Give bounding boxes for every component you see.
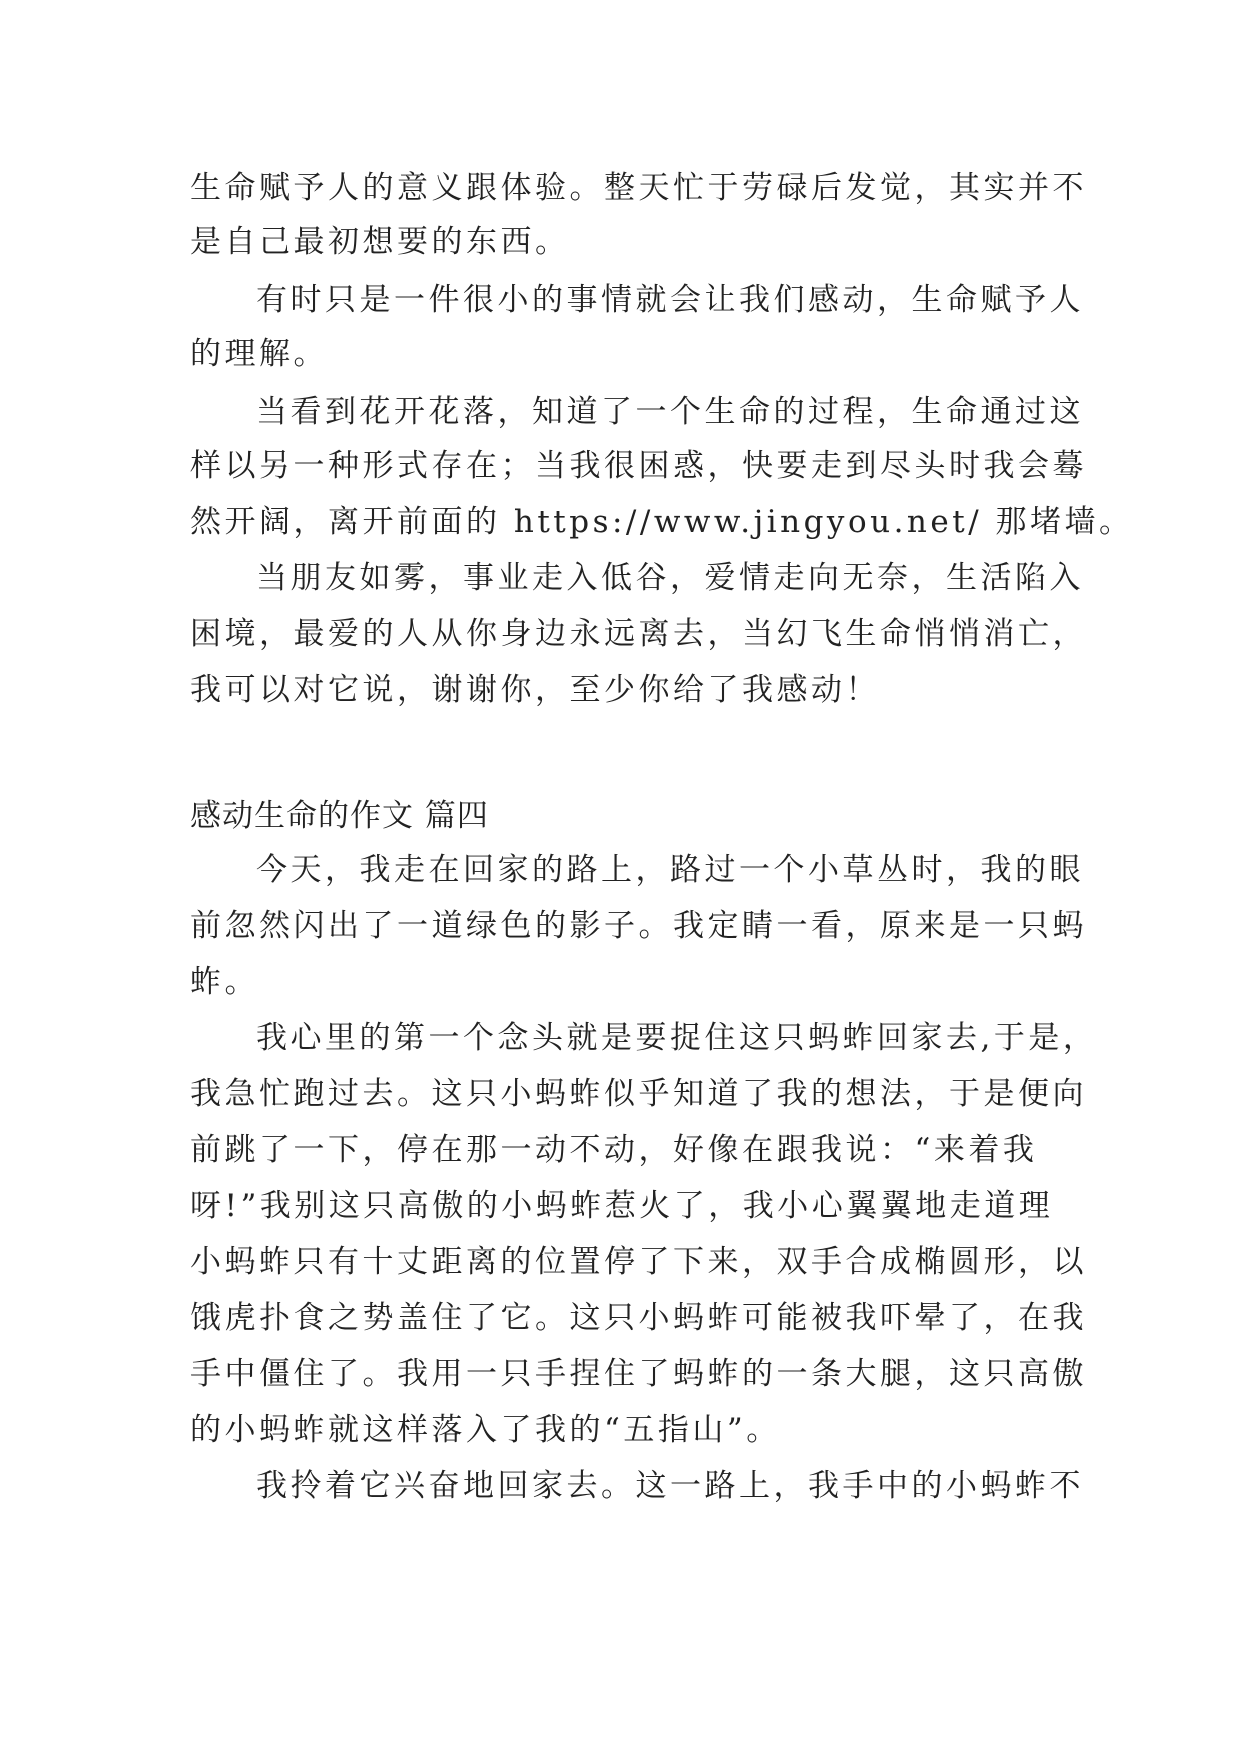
text-line: 我急忙跑过去。这只小蚂蚱似乎知道了我的想法，于是便向: [190, 1076, 1087, 1112]
text-line: 是自己最初想要的东西。: [190, 224, 570, 260]
text-line: 我可以对它说，谢谢你，至少你给了我感动！: [190, 672, 880, 708]
paragraph-first-line: 当朋友如雾，事业走入低谷，爱情走向无奈，生活陷入: [256, 560, 1084, 596]
text-line: 饿虎扑食之势盖住了它。这只小蚂蚱可能被我吓晕了，在我: [190, 1300, 1087, 1336]
paragraph-first-line: 我拎着它兴奋地回家去。这一路上，我手中的小蚂蚱不: [256, 1468, 1084, 1504]
text-line: 生命赋予人的意义跟体验。整天忙于劳碌后发觉，其实并不: [190, 170, 1087, 206]
text-line: 前跳了一下，停在那一动不动，好像在跟我说：“来着我: [190, 1132, 1038, 1168]
section-heading: 感动生命的作文 篇四: [190, 798, 489, 834]
text-line: 然开阔，离开前面的 https://www.jingyou.net/ 那堵墙。: [190, 504, 1134, 540]
paragraph-first-line: 我心里的第一个念头就是要捉住这只蚂蚱回家去,于是，: [256, 1020, 1098, 1056]
text-line: 前忽然闪出了一道绿色的影子。我定睛一看，原来是一只蚂: [190, 908, 1087, 944]
text-line: 手中僵住了。我用一只手捏住了蚂蚱的一条大腿，这只高傲: [190, 1356, 1087, 1392]
text-line: 小蚂蚱只有十丈距离的位置停了下来，双手合成椭圆形，以: [190, 1244, 1087, 1280]
paragraph-first-line: 有时只是一件很小的事情就会让我们感动，生命赋予人: [256, 282, 1084, 318]
paragraph-first-line: 今天，我走在回家的路上，路过一个小草丛时，我的眼: [256, 852, 1084, 888]
text-line: 的理解。: [190, 336, 328, 372]
text-line: 的小蚂蚱就这样落入了我的“五指山”。: [190, 1412, 781, 1448]
paragraph-first-line: 当看到花开花落，知道了一个生命的过程，生命通过这: [256, 394, 1084, 430]
text-line: 呀!”我别这只高傲的小蚂蚱惹火了，我小心翼翼地走道理: [190, 1188, 1054, 1224]
text-line: 样以另一种形式存在；当我很困惑，快要走到尽头时我会蓦: [190, 448, 1087, 484]
text-line: 困境，最爱的人从你身边永远离去，当幻飞生命悄悄消亡，: [190, 616, 1087, 652]
text-line: 蚱。: [190, 964, 259, 1000]
